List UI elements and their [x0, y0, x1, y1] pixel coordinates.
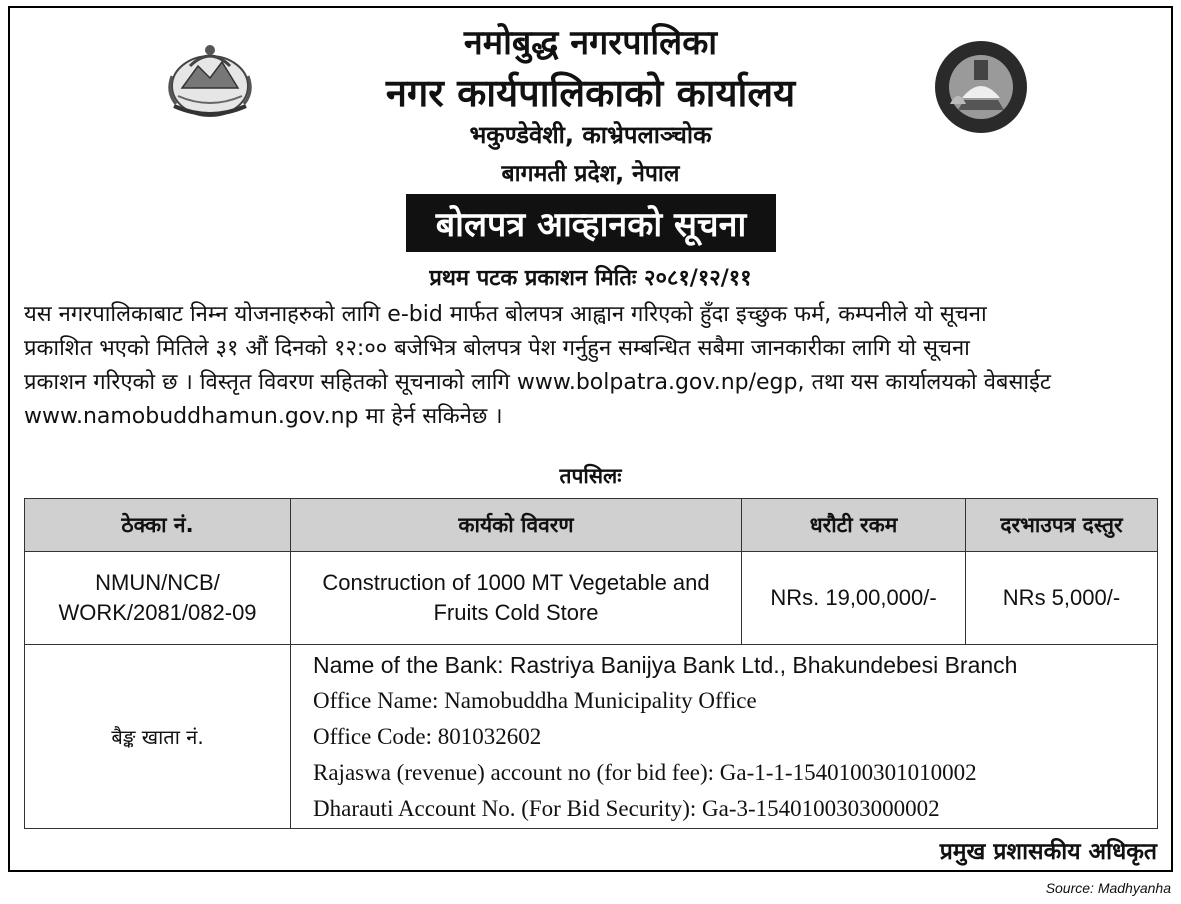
- body-line: यस नगरपालिकाबाट निम्न योजनाहरुको लागि e-bid मार्फत बोलपत्र आह्वान गरिएको हुँदा इच्छुक फर्म, कम्पनीले यो सूचना: [24, 302, 987, 327]
- province-country: बागमती प्रदेश, नेपाल: [501, 161, 680, 187]
- bank-account-label: बैङ्क खाता नं.: [25, 645, 291, 829]
- contract-no-cell: [25, 552, 291, 645]
- security-account-line: Dharauti Account No. (For Bid Security): Ga-3-1540100303000002: [313, 796, 940, 821]
- office-name: नगर कार्यपालिकाको कार्यालय: [385, 71, 796, 115]
- col-header-bid-security: धरौटी रकम: [742, 499, 966, 552]
- document-fee-cell: NRs 5,000/-: [966, 552, 1158, 645]
- bank-info-cell: [291, 645, 1158, 829]
- table-header-row: [25, 499, 1158, 552]
- signatory-title: प्रमुख प्रशासकीय अधिकृत: [939, 839, 1157, 865]
- revenue-account-line: Rajaswa (revenue) account no (for bid fee): Ga-1-1-1540100301010002: [313, 760, 977, 785]
- municipality-name: नमोबुद्ध नगरपालिका: [463, 23, 718, 63]
- table-row: [25, 552, 1158, 645]
- col-header-document-fee: दरभाउपत्र दस्तुर: [966, 499, 1158, 552]
- body-line: www.namobuddhamun.gov.np मा हेर्न सकिनेछ ।: [24, 404, 503, 429]
- work-description-line: Fruits Cold Store: [433, 600, 599, 625]
- body-line: प्रकाशन गरिएको छ । विस्तृत विवरण सहितको सूचनाको लागि www.bolpatra.gov.np/egp, तथा यस कार्यालयको वेबसाईट: [24, 370, 1051, 395]
- details-label: तपसिलः: [559, 464, 622, 488]
- contract-no-line: NMUN/NCB/: [95, 570, 220, 595]
- work-description-cell: [291, 552, 742, 645]
- source-credit: Source: Madhyanha: [1045, 880, 1171, 896]
- tender-table: [24, 498, 1158, 829]
- publication-date: प्रथम पटक प्रकाशन मितिः २०८१/१२/११: [429, 266, 752, 291]
- bank-name: Name of the Bank: Rastriya Banijya Bank Ltd., Bhakundebesi Branch: [313, 652, 1018, 678]
- col-header-work-description: कार्यको विवरण: [291, 499, 742, 552]
- notice-title: बोलपत्र आव्हानको सूचना: [406, 194, 776, 252]
- office-address: भकुण्डेवेशी, काभ्रेपलाञ्चोक: [469, 121, 712, 149]
- col-header-contract-no: ठेक्का नं.: [25, 499, 291, 552]
- contract-no-line: WORK/2081/082-09: [58, 600, 257, 625]
- notice-body: [24, 298, 1159, 434]
- office-name-line: Office Name: Namobuddha Municipality Office: [313, 688, 757, 713]
- bid-security-cell: NRs. 19,00,000/-: [742, 552, 966, 645]
- body-line: प्रकाशित भएको मितिले ३१ औं दिनको १२:०० बजेभित्र बोलपत्र पेश गर्नुहुन सम्बन्धित सबैमा जानकारीका लागि यो सूचना: [24, 336, 970, 361]
- work-description-line: Construction of 1000 MT Vegetable and: [322, 570, 710, 595]
- bank-row: [25, 645, 1158, 829]
- office-code-line: Office Code: 801032602: [313, 724, 542, 749]
